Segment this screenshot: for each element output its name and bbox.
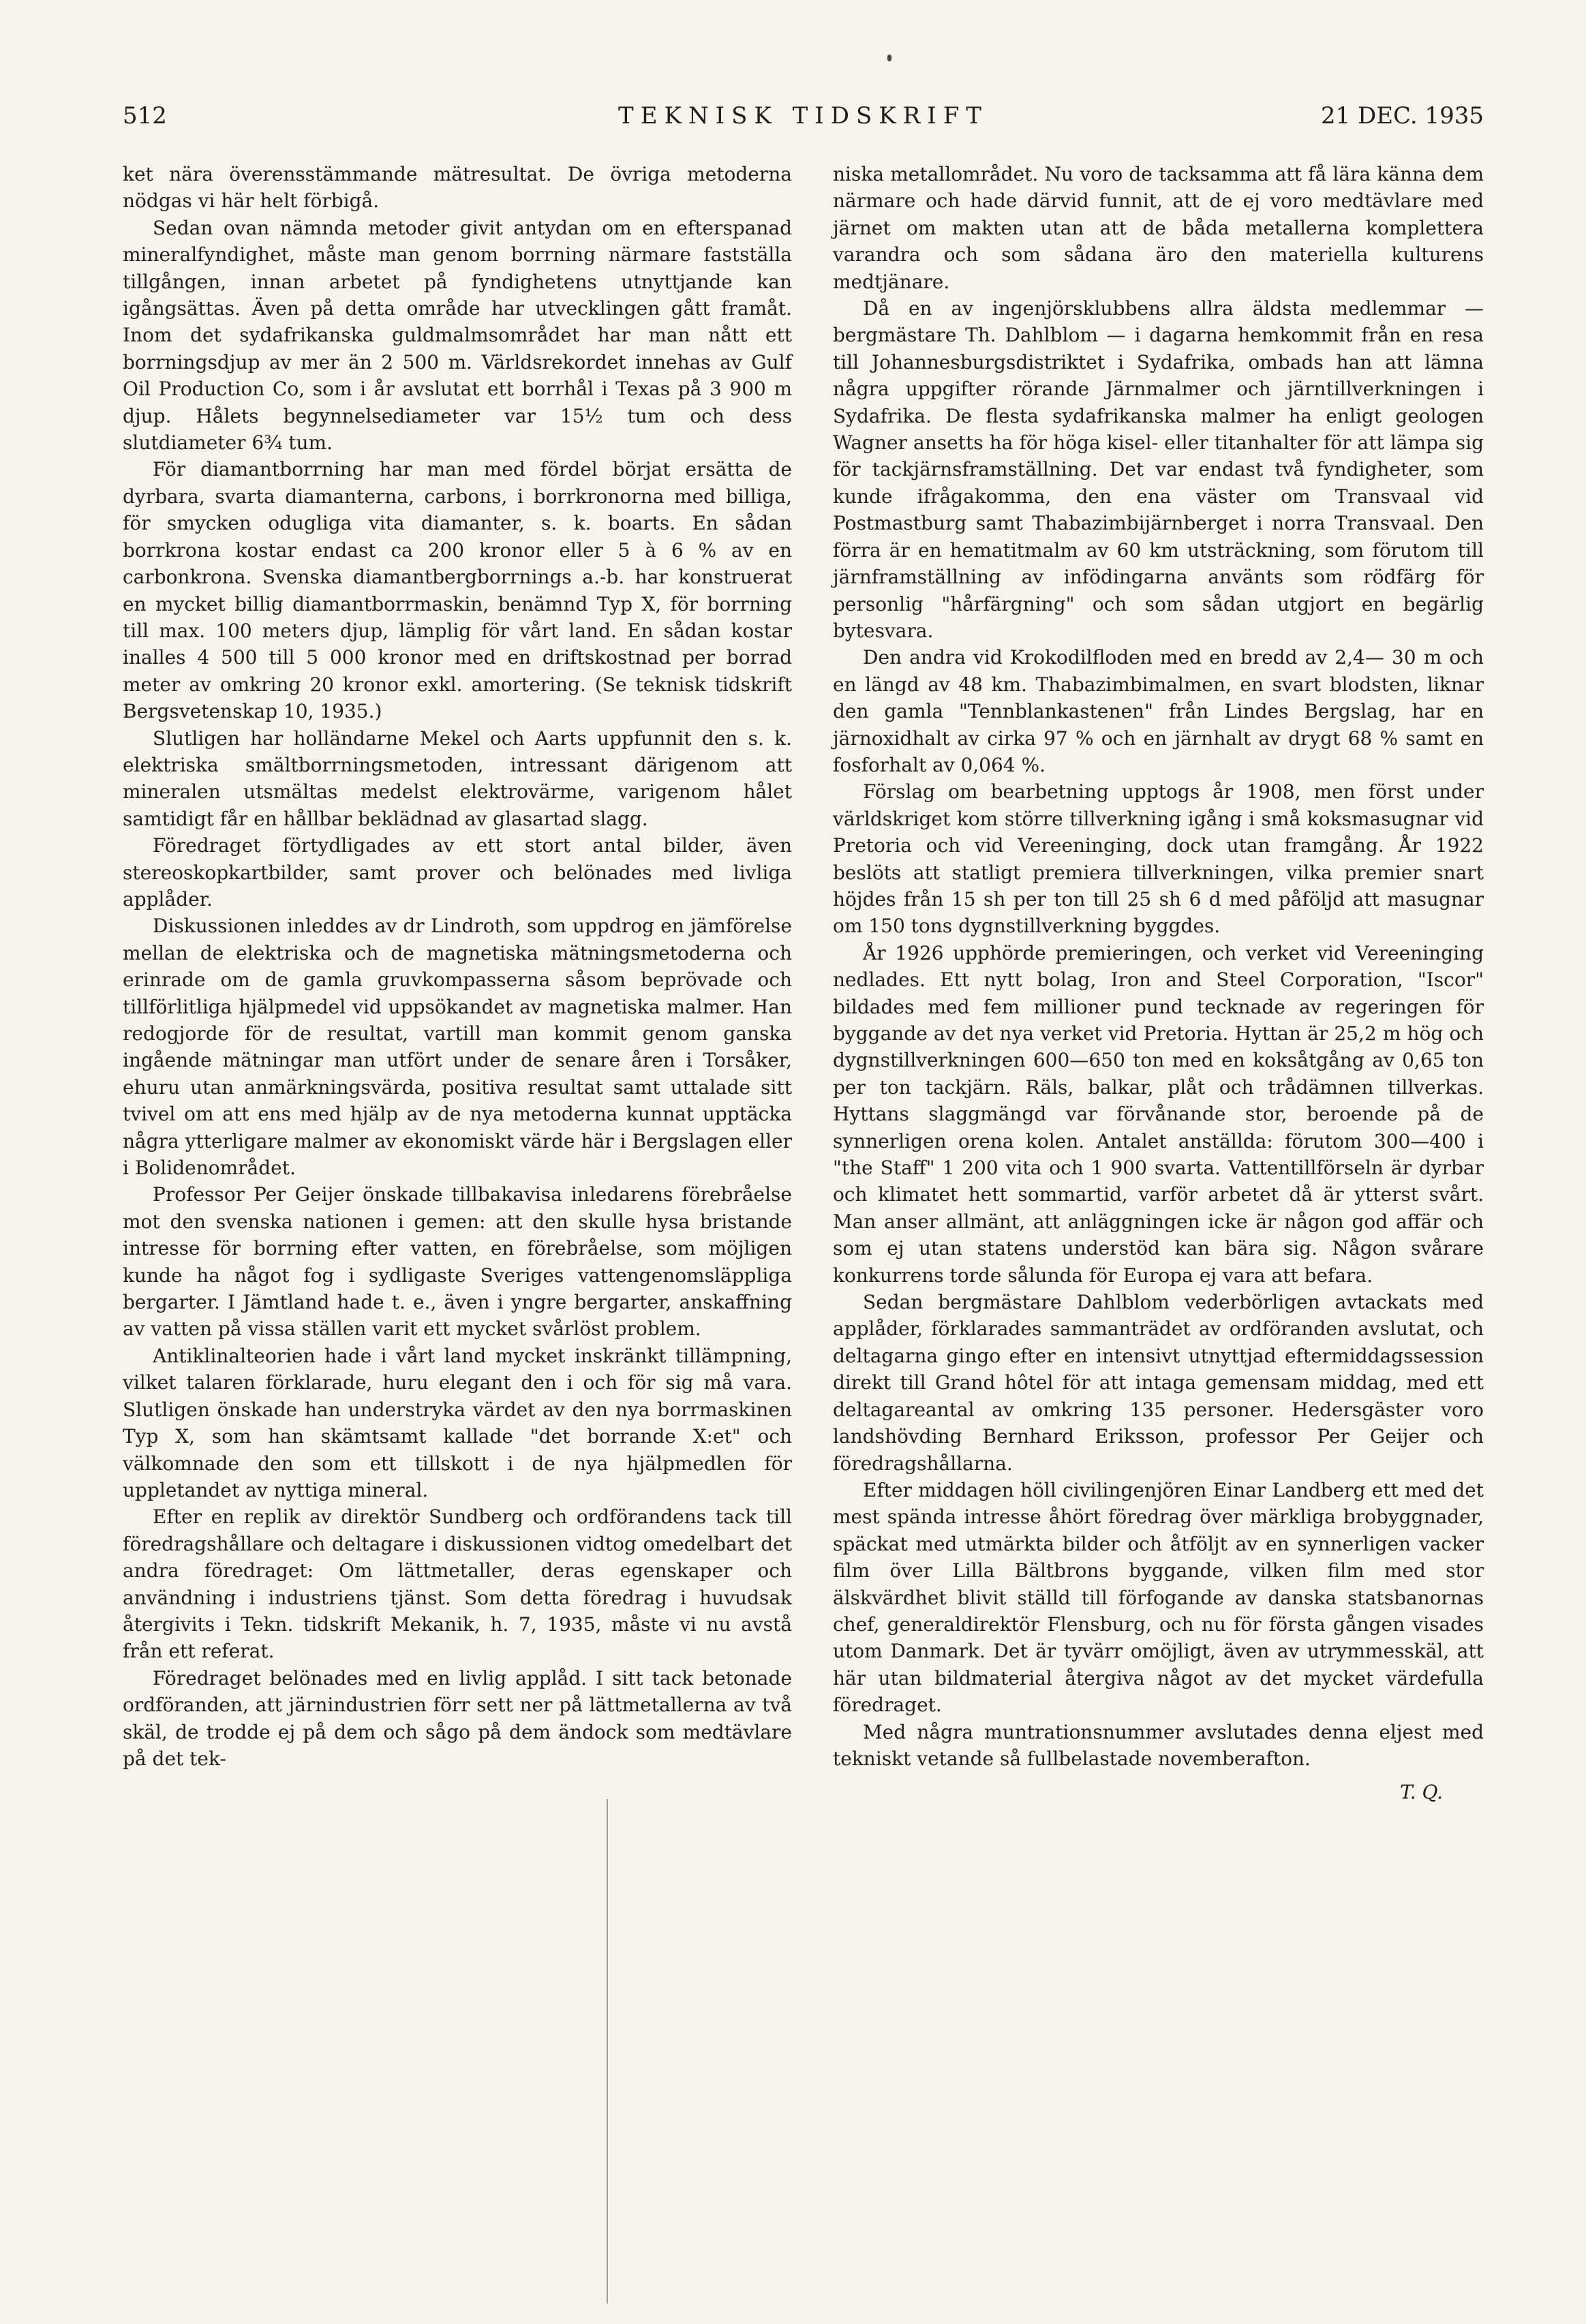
paragraph: Efter en replik av direktör Sundberg och ordförandens tack till föredragshållare och deltagare i diskussionen vidtog omedelbart det andra föredraget: Om lättmetaller, deras egenskaper och användning i industriens tjänst. Som detta föredrag i huvudsak återgivits i Tekn. tidskrift Mekanik, h. 7, 1935, måste vi nu avstå från ett referat. <box>123 1505 792 1663</box>
paragraph: Professor Per Geijer önskade tillbakavisa inledarens förebråelse mot den svenska nationen i gemen: att den skulle hysa bristande intresse för borrning efter vatten, en förebråelse, som möjligen kunde ha något fog i sydligaste Sveriges vattengenomsläppliga bergarter. I Jämtland hade t. e., även i yngre bergarter, anskaffning av vatten på vissa ställen varit ett mycket svårlöst problem. <box>123 1183 792 1341</box>
journal-title: TEKNISK TIDSKRIFT <box>618 102 988 129</box>
paragraph: Slutligen har holländarne Mekel och Aarts uppfunnit den s. k. elektriska smältborrningsmetoden, intressant därigenom att mineralen utsmältas medelst elektrovärme, varigenom hålet samtidigt får en hållbar beklädnad av glasartad slagg. <box>123 727 792 830</box>
paragraph: År 1926 upphörde premieringen, och verket vid Vereeninging nedlades. Ett nytt bolag, Iron and Steel Corporation, "Iscor" bildades med fem millioner pund tecknade av regeringen för byggande av det nya verket vid Pretoria. Hyttan är 25,2 m hög och dygnstillverkningen 600—650 ton med en koksåtgång av 0,65 ton per ton tackjärn. Räls, balkar, plåt och trådämnen tillverkas. Hyttans slaggmängd var förvånande stor, beroende på de synnerligen orena kolen. Antalet anställda: förutom 300—400 i "the Staff" 1 200 vita och 1 900 svarta. Vattentillförseln är dyrbar och klimatet hett sommartid, varför arbetet då är ytterst svårt. Man anser allmänt, att anläggningen icke är någon god affär och som ej utan statens understöd kan bära sig. Någon svårare konkurrens torde sålunda för Europa ej vara att befara. <box>833 941 1484 1287</box>
paragraph: Föredraget belönades med en livlig applåd. I sitt tack betonade ordföranden, att järnindustrien förr sett ner på lättmetallerna av två skäl, de trodde ej på dem och sågo på dem ändock som medtävlare på det tek- <box>123 1666 792 1770</box>
paragraph: Med några muntrationsnummer avslutades denna eljest med tekniskt vetande så fullbelastade novemberafton. <box>833 1720 1484 1770</box>
paragraph: Antiklinalteorien hade i vårt land mycket inskränkt tillämpning, vilket talaren förklarade, huru elegant den i och för sig må vara. Slutligen önskade han understryka värdet av den nya borrmaskinen Typ X, som han skämtsamt kallade "det borrande X:et" och välkomnade den som ett tillskott i de nya hjälpmedlen för uppletandet av nyttiga mineral. <box>123 1344 792 1501</box>
print-speck <box>887 55 891 61</box>
paragraph: Efter middagen höll civilingenjören Einar Landberg ett med det mest spända intresse åhört föredrag över märkliga brobyggnader, späckat med utmärkta bilder och åtföljt av en synnerligen vacker film över Lilla Bältbrons byggande, vilken film med stor älskvärdhet blivit ställd till förfogande av danska statsbanornas chef, generaldirektör Flensburg, och nu för första gången visades utom Danmark. Det är tyvärr omöjligt, även av utrymmesskäl, att här utan bildmaterial återgiva något av det mycket värdefulla föredraget. <box>833 1478 1484 1717</box>
paragraph: Sedan bergmästare Dahlblom vederbörligen avtackats med applåder, förklarades sammanträdet av ordföranden avslutat, och deltagarna gingo efter en intensivt utnyttjad eftermiddagssession direkt till Grand hôtel för att intaga gemensam middag, med ett deltagareantal av omkring 135 personer. Hedersgäster voro landshövding Bernhard Eriksson, professor Per Geijer och föredragshållarna. <box>833 1291 1484 1475</box>
right-column <box>833 161 1484 1806</box>
left-column <box>123 161 792 1772</box>
paragraph: Förslag om bearbetning upptogs år 1908, men först under världskriget kom större tillverkning igång i små koksmasugnar vid Pretoria och vid Vereeninging, dock utan framgång. År 1922 beslöts att statligt premiera tillverkningen, vilka premier snart höjdes från 15 sh per ton till 25 sh 6 d med påföljd att masugnar om 150 tons dygnstillverkning byggdes. <box>833 780 1484 938</box>
issue-date: 21 DEC. 1935 <box>1320 102 1484 129</box>
paragraph: Den andra vid Krokodilfloden med en bredd av 2,4— 30 m och en längd av 48 km. Thabazimbimalmen, en svart blodsten, liknar den gamla "Tennblankastenen" från Lindes Bergslag, har en järnoxidhalt av cirka 97 % och en järnhalt av drygt 68 % samt en fosforhalt av 0,064 %. <box>833 646 1484 776</box>
page-number: 512 <box>123 102 167 129</box>
paragraph: ket nära överensstämmande mätresultat. De övriga metoderna nödgas vi här helt förbigå. <box>123 163 792 213</box>
paragraph: Sedan ovan nämnda metoder givit antydan om en efterspanad mineralfyndighet, måste man genom borrning närmare fastställa tillgången, innan arbetet på fyndighetens utnyttjande kan igångsättas. Även på detta område har utvecklingen gått framåt. Inom det sydafrikanska guldmalmsområdet har man nått ett borrningsdjup av mer än 2 500 m. Världsrekordet innehas av Gulf Oil Production Co, som i år avslutat ett borrhål i Texas på 3 900 m djup. Hålets begynnelsediameter var 15½ tum och dess slutdiameter 6¾ tum. <box>123 216 792 455</box>
paragraph: Då en av ingenjörsklubbens allra äldsta medlemmar — bergmästare Th. Dahlblom — i dagarna hemkommit från en resa till Johannesburgsdistriktet i Sydafrika, ombads han att lämna några uppgifter rörande Järnmalmer och järntillverkningen i Sydafrika. De flesta sydafrikanska malmer ha enligt geologen Wagner ansetts ha för höga kisel- eller titanhalter för att lämpa sig för tackjärnsframställning. Det var endast två fyndigheter, som kunde ifrågakomma, den ena väster om Transvaal vid Postmastburg samt Thabazimbijärnberget i norra Transvaal. Den förra är en hematitmalm av 60 km utsträckning, som förutom till järnframställning av infödingarna använts som rödfärg för personlig "hårfärgning" och som sådan utgjort en begärlig bytesvara. <box>833 297 1484 642</box>
paragraph: För diamantborrning har man med fördel börjat ersätta de dyrbara, svarta diamanterna, carbons, i borrkronorna med billiga, för smycken odugliga vita diamanter, s. k. boarts. En sådan borrkrona kostar endast ca 200 kronor eller 5 à 6 % av en carbonkrona. Svenska diamantbergborrnings a.-b. har konstruerat en mycket billig diamantborrmaskin, benämnd Typ X, för borrning till max. 100 meters djup, lämplig för vårt land. En sådan kostar inalles 4 500 till 5 000 kronor med en driftskostnad per borrad meter av omkring 20 kronor exkl. amortering. (Se teknisk tidskrift Bergsvetenskap 10, 1935.) <box>123 458 792 723</box>
author-signature: T. Q. <box>1400 1781 1443 1804</box>
paragraph: niska metallområdet. Nu voro de tacksamma att få lära känna dem närmare och hade därvid funnit, att de ej voro medtävlare med järnet om makten utan att de båda metallerna komplettera varandra och som sådana äro den materiella kulturens medtjänare. <box>833 163 1484 293</box>
paragraph: Diskussionen inleddes av dr Lindroth, som uppdrog en jämförelse mellan de elektriska och de magnetiska mätningsmetoderna och erinrade om de gamla gruvkompasserna såsom beprövade och tillförlitliga hjälpmedel vid uppsökandet av magnetiska malmer. Han redogjorde för de resultat, vartill man kommit genom ganska ingående mätningar man utfört under de senare åren i Torsåker, ehuru utan anmärkningsvärda, positiva resultat samt uttalade sitt tvivel om att ens med hjälp av de nya metoderna kunnat upptäcka några ytterligare malmer av ekonomiskt värde här i Bergslagen eller i Bolidenområdet. <box>123 915 792 1180</box>
paragraph: Föredraget förtydligades av ett stort antal bilder, även stereoskopkartbilder, samt prover och belönades med livliga applåder. <box>123 834 792 911</box>
page-header <box>123 102 1484 143</box>
column-rule <box>607 1799 608 2304</box>
